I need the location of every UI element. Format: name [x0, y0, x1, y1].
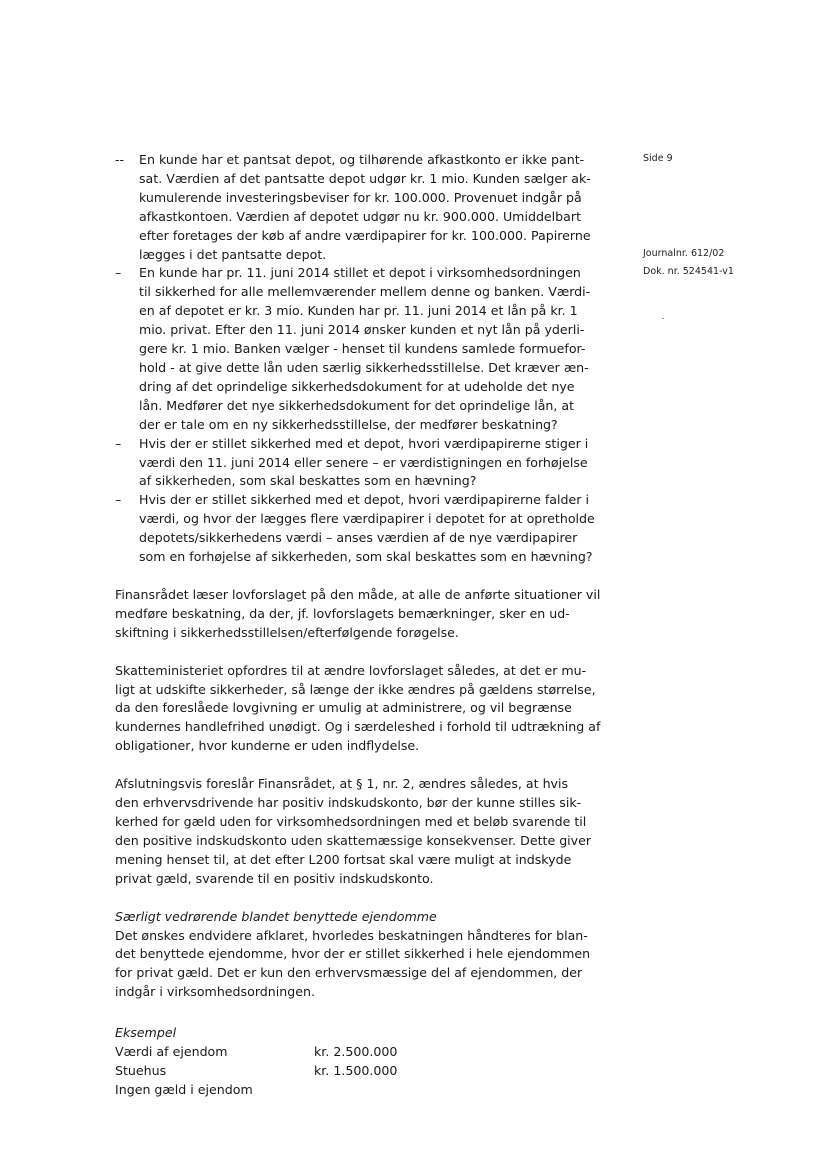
row-value: kr. 1.500.000 [314, 1062, 398, 1078]
list-item [115, 151, 615, 264]
text-line: som en forhøjelse af sikkerheden, som skal beskattes som en hævning? [139, 549, 593, 565]
example-section [115, 1024, 615, 1100]
list-item [115, 491, 615, 567]
bullet-marker: – [115, 492, 122, 508]
text-line: den erhvervsdrivende har positiv indskudskonto, bør der kunne stilles sik- [115, 795, 582, 811]
text-line: lægges i det pantsatte depot. [139, 246, 327, 262]
row-value [314, 1081, 397, 1100]
text-line: privat gæld, svarende til en positiv indskudskonto. [115, 870, 434, 886]
document-number: Dok. nr. 524541-v1 [643, 266, 734, 277]
text-line: indgår i virksomhedsordningen. [115, 984, 315, 1000]
text-line: den positive indskudskonto uden skattemæssige konsekvenser. Dette giver [115, 832, 592, 848]
example-heading: Eksempel [115, 1025, 177, 1041]
text-line: Finansrådet læser lovforslaget på den måde, at alle de anførte situationer vil [115, 586, 601, 602]
bullet-list [115, 151, 615, 567]
text-line: en af depotet er kr. 3 mio. Kunden har pr. 11. juni 2014 et lån på kr. 1 [139, 303, 578, 319]
text-line: efter foretages der køb af andre værdipapirer for kr. 100.000. Papirerne [139, 227, 591, 243]
text-line: værdi, og hvor der lægges flere værdipapirer i depotet for at opretholde [139, 511, 595, 527]
row-label: Værdi af ejendom [115, 1044, 228, 1060]
text-line: gere kr. 1 mio. Banken vælger - henset til kundens samlede formuefor- [139, 341, 586, 357]
list-item [115, 435, 615, 492]
list-item [115, 264, 615, 434]
journal-number: Journalnr. 612/02 [643, 248, 725, 259]
text-line: Hvis der er stillet sikkerhed med et depot, hvori værdipapirerne falder i [139, 492, 589, 508]
text-line: Skatteministeriet opfordres til at ændre lovforslaget således, at det er mu- [115, 662, 587, 678]
text-line: kerhed for gæld uden for virksomhedsordningen med et beløb svarende til [115, 814, 587, 829]
text-line: mening henset til, at det efter L200 fortsat skal være muligt at indskyde [115, 851, 572, 867]
text-line: da den foreslåede lovgivning er umulig at administrere, og vil begrænse [115, 700, 572, 716]
text-line: Hvis der er stillet sikkerhed med et depot, hvori værdipapirerne stiger i [139, 435, 589, 451]
text-line: En kunde har et pantsat depot, og tilhørende afkastkonto er ikke pant- [139, 152, 585, 167]
text-line: for privat gæld. Det er kun den erhvervsmæssige del af ejendommen, der [115, 965, 583, 981]
bullet-marker: – [115, 265, 122, 281]
bullet-marker: -- [115, 152, 125, 167]
main-text [115, 151, 615, 1100]
stray-mark [662, 318, 664, 319]
paragraph [115, 586, 615, 643]
paragraph [115, 775, 615, 888]
text-line: medføre beskatning, da der, jf. lovforslagets bemærkninger, sker en ud- [115, 605, 570, 621]
text-line: afkastkontoen. Værdien af depotet udgør nu kr. 900.000. Umiddelbart [139, 208, 582, 224]
section-heading: Særligt vedrørende blandet benyttede ejendomme [115, 908, 437, 924]
text-line: der er tale om en ny sikkerhedsstillelse, der medfører beskatning? [139, 416, 558, 432]
text-line: En kunde har pr. 11. juni 2014 stillet et depot i virksomhedsordningen [139, 265, 581, 281]
page-number: Side 9 [643, 153, 673, 164]
text-line: det benyttede ejendomme, hvor der er stillet sikkerhed i hele ejendommen [115, 946, 591, 962]
row-label: Stuehus [115, 1062, 167, 1078]
text-line: Afslutningsvis foreslår Finansrådet, at § 1, nr. 2, ændres således, at hvis [115, 776, 569, 792]
row-value: kr. 2.500.000 [314, 1044, 398, 1060]
text-line: Det ønskes endvidere afklaret, hvorledes beskatningen håndteres for blan- [115, 927, 588, 943]
example-table [115, 1043, 397, 1100]
text-line: skiftning i sikkerhedsstillelsen/efterfølgende forøgelse. [115, 624, 459, 640]
text-line: kundernes handlefrihed unødigt. Og i særdeleshed i forhold til udtrækning af [115, 719, 601, 735]
text-line: til sikkerhed for alle mellemværender mellem denne og banken. Værdi- [139, 284, 591, 300]
text-line: depotets/sikkerhedens værdi – anses værdien af de nye værdipapirer [139, 530, 578, 546]
text-line: værdi den 11. juni 2014 eller senere – er værdistigningen en forhøjelse [139, 454, 588, 470]
text-line: dring af det oprindelige sikkerhedsdokument for at udeholde det nye [139, 378, 575, 394]
text-line: lån. Medfører det nye sikkerhedsdokument for det oprindelige lån, at [139, 397, 575, 413]
table-row [115, 1081, 397, 1100]
section-blandet-ejendomme [115, 908, 615, 1003]
row-label: Ingen gæld i ejendom [115, 1081, 253, 1097]
table-row [115, 1043, 397, 1062]
text-line: sat. Værdien af det pantsatte depot udgør kr. 1 mio. Kunden sælger ak- [139, 170, 591, 186]
text-line: hold - at give dette lån uden særlig sikkerhedsstillelse. Det kræver æn- [139, 359, 589, 375]
paragraph [115, 662, 615, 757]
table-row [115, 1062, 397, 1081]
text-line: obligationer, hvor kunderne er uden indflydelse. [115, 738, 420, 754]
bullet-marker: – [115, 435, 122, 451]
text-line: mio. privat. Efter den 11. juni 2014 ønsker kunden et nyt lån på yderli- [139, 322, 585, 338]
text-line: af sikkerheden, som skal beskattes som en hævning? [139, 473, 477, 489]
text-line: ligt at udskifte sikkerheder, så længe der ikke ændres på gældens størrelse, [115, 681, 596, 697]
text-line: kumulerende investeringsbeviser for kr. 100.000. Provenuet indgår på [139, 189, 582, 205]
